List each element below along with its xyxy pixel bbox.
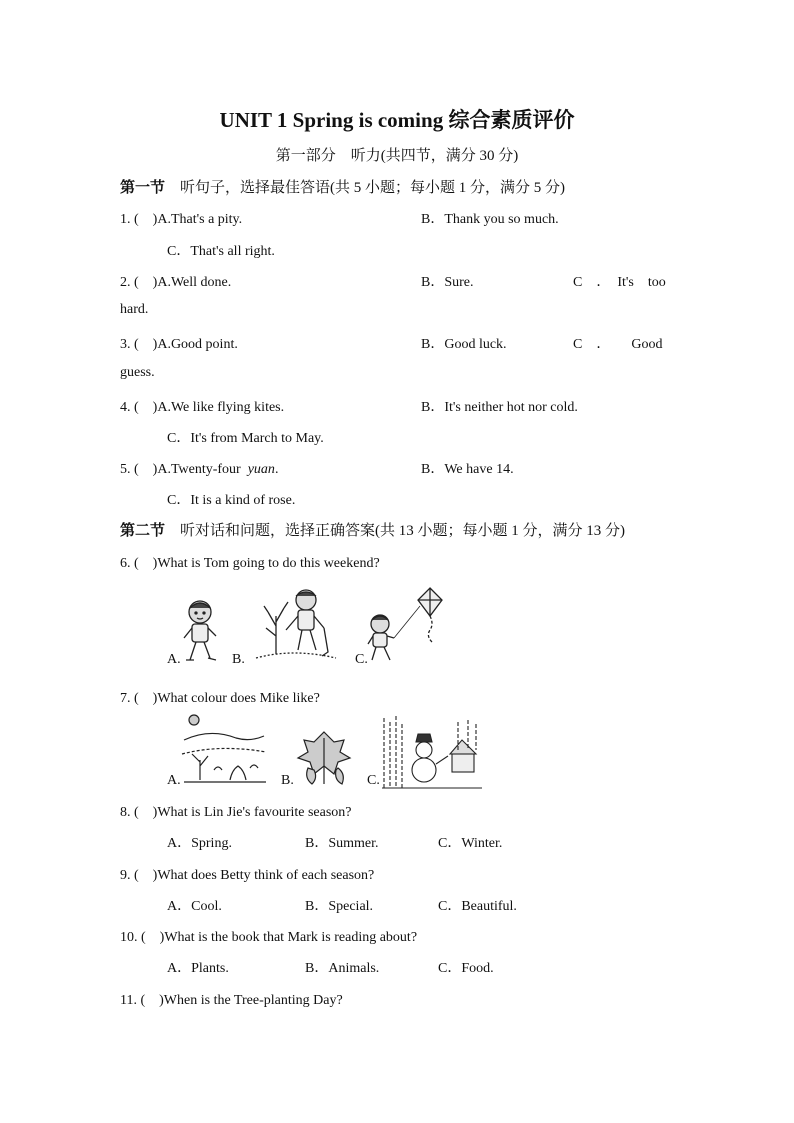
section-two-heading <box>120 519 625 540</box>
question-2-option-b: B．Sure. <box>421 275 474 290</box>
question-3-number: 3. ( ) <box>120 337 158 352</box>
boy-running-picture <box>178 598 222 666</box>
section-one-heading <box>120 176 565 197</box>
question-3-option-c: C ． Good <box>573 337 663 352</box>
question-9-option-a: A．Cool. <box>167 899 222 914</box>
boy-flying-kite-picture <box>364 584 448 666</box>
question-5-option-a: A.Twenty-four <box>157 462 241 477</box>
question-2 <box>120 271 231 291</box>
question-1-option-c: C．That's all right. <box>167 244 275 259</box>
question-8: 8. ( )What is Lin Jie's favourite season? <box>120 805 352 820</box>
question-2-number: 2. ( ) <box>120 275 158 290</box>
question-8-option-a: A．Spring. <box>167 836 232 851</box>
question-3-option-c-continued: guess. <box>120 365 155 380</box>
question-1-number: 1. ( ) <box>120 212 158 227</box>
section-one-label: 第一节 <box>120 180 181 196</box>
question-4-option-c: C．It's from March to May. <box>167 431 324 446</box>
question-8-option-b: B．Summer. <box>305 836 379 851</box>
question-7-label-b: B. <box>281 773 294 788</box>
question-10-option-b: B．Animals. <box>305 961 380 976</box>
question-5-option-c: C．It is a kind of rose. <box>167 493 296 508</box>
question-4-option-a: A.We like flying kites. <box>157 400 285 415</box>
question-11: 11. ( )When is the Tree-planting Day? <box>120 993 343 1008</box>
spring-landscape-picture <box>180 710 268 786</box>
question-2-option-a: A.Well done. <box>157 275 232 290</box>
question-6-label-b: B. <box>232 652 245 667</box>
question-7-label-a: A. <box>167 773 181 788</box>
question-2-option-c-continued: hard. <box>120 302 149 317</box>
section-two-label: 第二节 <box>120 523 181 539</box>
question-5-option-b: B．We have 14. <box>421 462 514 477</box>
winter-snowman-picture <box>380 714 484 790</box>
question-6-label-c: C. <box>355 652 368 667</box>
page-title: UNIT 1 Spring is coming 综合素质评价 <box>219 108 575 132</box>
question-9: 9. ( )What does Betty think of each season? <box>120 868 375 883</box>
question-1-option-b: B．Thank you so much. <box>421 212 559 227</box>
question-3-option-b: B．Good luck. <box>421 337 507 352</box>
boy-planting-tree-picture <box>246 586 340 666</box>
question-2-option-c: C ． It's too <box>573 275 666 290</box>
question-8-option-c: C．Winter. <box>438 836 503 851</box>
autumn-leaves-picture <box>294 728 356 788</box>
question-5-number: 5. ( ) <box>120 462 158 477</box>
question-5-option-a-end: . <box>274 462 279 477</box>
question-9-option-b: B．Special. <box>305 899 374 914</box>
question-1 <box>120 208 242 228</box>
section-two-instructions: 听对话和问题，选择正确答案(共 13 小题；每小题 1 分，满分 13 分) <box>180 523 626 539</box>
question-6: 6. ( )What is Tom going to do this weekend? <box>120 556 380 571</box>
question-4-number: 4. ( ) <box>120 400 158 415</box>
question-6-label-a: A. <box>167 652 181 667</box>
part-one-heading: 第一部分 听力(共四节，满分 30 分) <box>275 148 519 164</box>
question-4 <box>120 396 284 416</box>
question-3-option-a: A.Good point. <box>157 337 238 352</box>
question-7: 7. ( )What colour does Mike like? <box>120 691 320 706</box>
question-7-label-c: C. <box>367 773 380 788</box>
question-5 <box>120 458 278 478</box>
question-5-option-a-italic: yuan <box>247 462 275 477</box>
question-3 <box>120 333 238 353</box>
question-4-option-b: B．It's neither hot nor cold. <box>421 400 578 415</box>
question-10: 10. ( )What is the book that Mark is reading about? <box>120 930 418 945</box>
question-10-option-c: C．Food. <box>438 961 494 976</box>
question-10-option-a: A．Plants. <box>167 961 229 976</box>
question-1-option-a: A.That's a pity. <box>157 212 243 227</box>
question-9-option-c: C．Beautiful. <box>438 899 517 914</box>
section-one-instructions: 听句子，选择最佳答语(共 5 小题；每小题 1 分，满分 5 分) <box>180 180 566 196</box>
